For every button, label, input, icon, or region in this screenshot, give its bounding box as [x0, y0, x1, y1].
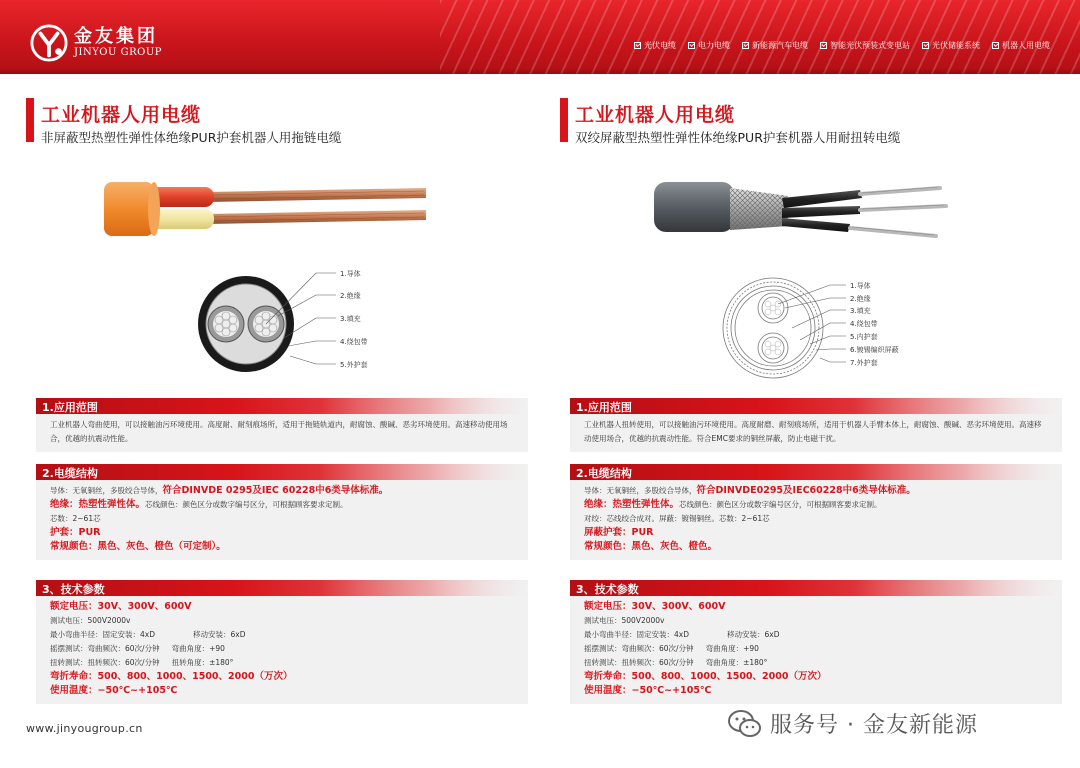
section-application	[570, 398, 1062, 452]
callout-label: 1.导体	[340, 270, 361, 278]
spec-highlight: 符合DINVDE0295及IEC60228中6类导体标准。	[696, 485, 916, 496]
checkbox-icon	[688, 42, 695, 49]
wechat-icon	[728, 709, 762, 739]
nav-label: 新能源汽车电缆	[752, 41, 808, 50]
section-title: 3、技术参数	[576, 583, 639, 596]
title-accent-bar	[26, 98, 34, 142]
spec-highlight: 绝缘：热塑性弹性体。	[50, 499, 146, 510]
param-text: 弯曲角度：±180°	[705, 658, 768, 667]
section-parameters	[570, 580, 1062, 704]
param-text: 扭转角度：±180°	[171, 658, 234, 667]
wechat-watermark	[728, 708, 978, 739]
header-decoration	[440, 0, 1080, 74]
product-illustration	[26, 168, 532, 398]
checkbox-icon	[742, 42, 749, 49]
param-highlight: 额定电压：30V、300V、600V	[50, 601, 192, 612]
company-logo[interactable]	[30, 24, 162, 62]
callout-label: 2.绝缘	[850, 295, 871, 303]
param-text: 最小弯曲半径：固定安装：4xD	[50, 630, 155, 639]
product-title: 工业机器人用电缆	[41, 104, 202, 126]
checkbox-icon	[820, 42, 827, 49]
param-text: 弯曲角度：+90	[705, 644, 759, 653]
nav-item-storage[interactable]	[922, 40, 980, 51]
param-highlight: 使用温度：−50℃~+105℃	[584, 685, 712, 696]
param-text: 移动安装：6xD	[193, 630, 246, 639]
param-text: 扭转测试：扭转频次：60次/分钟	[50, 658, 160, 667]
section-application	[36, 398, 528, 452]
param-highlight: 额定电压：30V、300V、600V	[584, 601, 726, 612]
nav-item-substation[interactable]	[820, 40, 910, 51]
spec-highlight: 常规颜色：黑色、灰色、橙色。	[584, 541, 718, 552]
param-text: 摇摆测试：弯曲频次：60次/分钟	[584, 644, 694, 653]
nav-label: 智能光伏预装式变电站	[830, 41, 910, 50]
callout-label: 4.绕包带	[850, 320, 878, 328]
spec-text: 对绞：芯线绞合成对。屏蔽：镀锡铜丝。芯数：2~61芯	[584, 514, 770, 523]
section-title: 2.电缆结构	[42, 467, 98, 480]
section-title: 2.电缆结构	[576, 467, 632, 480]
logo-chinese-name: 金友集团	[74, 26, 158, 47]
spec-text: 导体：无氧铜丝，多股绞合导体，	[50, 486, 163, 495]
logo-icon	[30, 24, 68, 62]
spec-highlight: 符合DINVDE 0295及IEC 60228中6类导体标准。	[162, 485, 389, 496]
callout-label: 5.内护套	[850, 333, 878, 341]
callout-label: 3.填充	[340, 315, 361, 323]
product-illustration	[560, 168, 1066, 398]
param-text: 测试电压：500V2000v	[50, 616, 131, 625]
shielded-cable-image	[560, 168, 1066, 398]
spec-text: 芯线颜色：颜色区分或数字编号区分，可根据顾客要求定制。	[679, 500, 882, 509]
nav-item-ev-cable[interactable]	[742, 40, 808, 51]
callout-label: 4.绕包带	[340, 338, 368, 346]
top-nav	[634, 40, 1050, 51]
checkbox-icon	[922, 42, 929, 49]
callout-label: 5.外护套	[340, 361, 368, 369]
nav-item-power-cable[interactable]	[688, 40, 730, 51]
nav-item-robot-cable[interactable]	[992, 40, 1050, 51]
callout-label: 3.填充	[850, 307, 871, 315]
logo-english-name: JINYOU GROUP	[74, 47, 162, 58]
spec-highlight: 护套：PUR	[50, 527, 101, 538]
nav-label: 电力电缆	[698, 41, 730, 50]
spec-text: 芯线颜色：颜色区分或数字编号区分，可根据顾客要求定制。	[145, 500, 348, 509]
nav-label: 光伏储能系统	[932, 41, 980, 50]
watermark-text: 服务号 · 金友新能源	[770, 713, 978, 738]
spec-highlight: 常规颜色：黑色、灰色、橙色（可定制）。	[50, 541, 226, 552]
section-title: 1.应用范围	[42, 401, 98, 414]
product-title: 工业机器人用电缆	[575, 104, 736, 126]
header-banner	[0, 0, 1080, 74]
product-subtitle: 非屏蔽型热塑性弹性体绝缘PUR护套机器人用拖链电缆	[41, 130, 342, 145]
spec-text: 导体：无氧铜丝，多股绞合导体，	[584, 486, 697, 495]
nav-label: 机器人用电缆	[1002, 41, 1050, 50]
param-text: 弯曲角度：+90	[171, 644, 225, 653]
callout-label: 1.导体	[850, 282, 871, 290]
callout-label: 2.绝缘	[340, 292, 361, 300]
checkbox-icon	[992, 42, 999, 49]
param-text: 移动安装：6xD	[727, 630, 780, 639]
section-title: 3、技术参数	[42, 583, 105, 596]
param-highlight: 使用温度：−50℃~+105℃	[50, 685, 178, 696]
website-url[interactable]: www.jinyougroup.cn	[26, 722, 143, 735]
application-text: 工业机器人弯曲使用，可以接触油污环境使用。高度耐、耐刻痕场所，适用于拖链轨道内，耐腐蚀、酸碱、恶劣环境使用。高速移动使用场合，优越的抗震动性能。	[50, 420, 508, 443]
nav-item-pv-cable[interactable]	[634, 40, 676, 51]
param-highlight: 弯折寿命：500、800、1000、1500、2000（万次）	[50, 671, 293, 682]
callout-label: 6.镀锡编织屏蔽	[850, 346, 899, 354]
spec-highlight: 绝缘：热塑性弹性体。	[584, 499, 680, 510]
nav-label: 光伏电缆	[644, 41, 676, 50]
param-text: 扭转测试：扭转频次：60次/分钟	[584, 658, 694, 667]
title-accent-bar	[560, 98, 568, 142]
section-structure	[36, 464, 528, 560]
section-structure	[570, 464, 1062, 560]
spec-highlight: 屏蔽护套：PUR	[584, 527, 654, 538]
param-text: 摇摆测试：弯曲频次：60次/分钟	[50, 644, 160, 653]
section-parameters	[36, 580, 528, 704]
checkbox-icon	[634, 42, 641, 49]
param-text: 测试电压：500V2000v	[584, 616, 665, 625]
section-title: 1.应用范围	[576, 401, 632, 414]
param-text: 最小弯曲半径：固定安装：4xD	[584, 630, 689, 639]
product-subtitle: 双绞屏蔽型热塑性弹性体绝缘PUR护套机器人用耐扭转电缆	[575, 130, 901, 145]
unshielded-cable-image	[26, 168, 532, 398]
application-text: 工业机器人扭转使用，可以接触油污环境使用。高度耐磨、耐刻痕场所，适用于机器人手臂本体上，耐腐蚀、酸碱、恶劣环境使用。高速移动使用场合，优越的抗震动性能。符合EMC要求的铜丝屏蔽，防止电磁干扰。	[584, 420, 1042, 443]
spec-text: 芯数：2~61芯	[50, 514, 101, 523]
callout-label: 7.外护套	[850, 359, 878, 367]
param-highlight: 弯折寿命：500、800、1000、1500、2000（万次）	[584, 671, 827, 682]
